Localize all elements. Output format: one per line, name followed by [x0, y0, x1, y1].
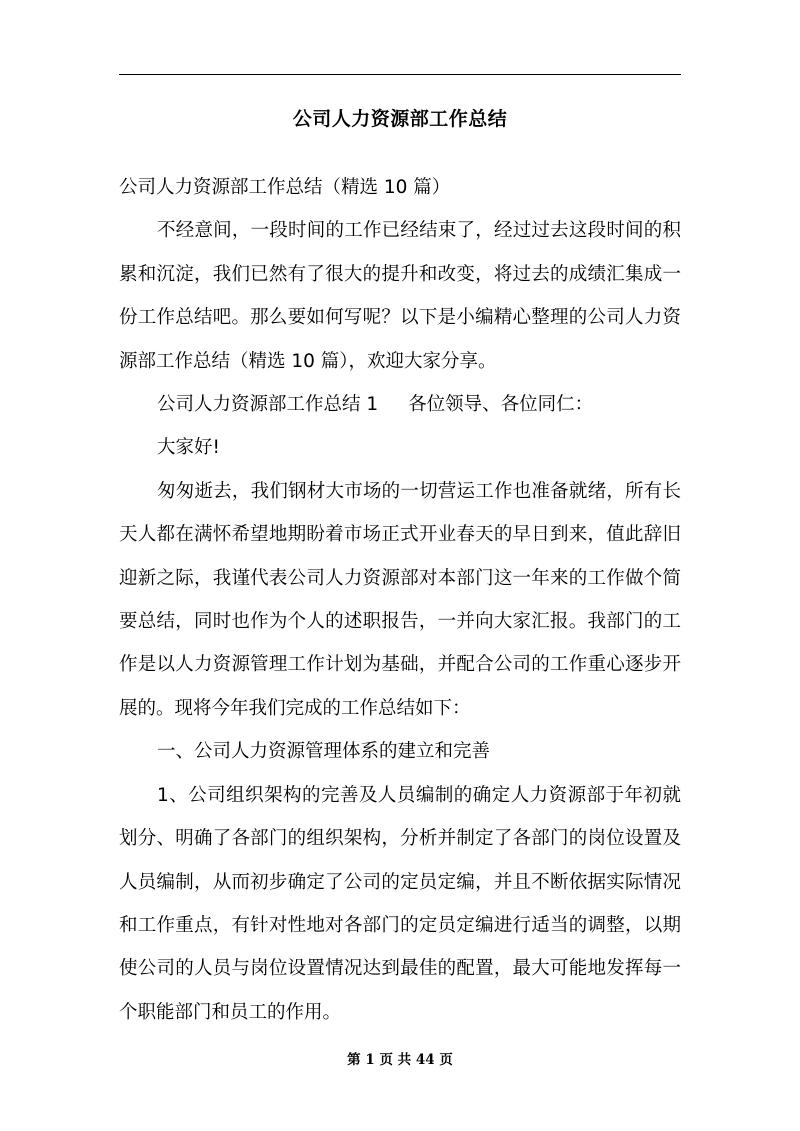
page-indicator: 第 1 页 共 44 页	[347, 1052, 453, 1068]
section-heading-line	[119, 383, 681, 426]
heading-1: 一、公司人力资源管理体系的建立和完善	[157, 741, 491, 763]
document-title: 公司人力资源部工作总结	[292, 108, 508, 130]
document-body	[119, 166, 681, 1034]
document-subtitle: 公司人力资源部工作总结（精选 10 篇）	[119, 177, 451, 198]
header-rule	[119, 74, 681, 75]
greeting: 大家好!	[157, 437, 220, 459]
paragraph-2: 1、公司组织架构的完善及人员编制的确定人力资源部于年初就划分、明确了各部门的组织架构，分析并制定了各部门的岗位设置及人员编制，从而初步确定了公司的定员定编，并且不断依据实际情况和工作重点，有针对性地对各部门的定员定编进行适当的调整，以期使公司的人员与岗位设置情况达到最佳的配置，最大可能地发挥每一个职能部门和员工的作用。	[119, 784, 681, 1023]
salutation: 各位领导、各位同仁：	[408, 394, 594, 416]
section-heading: 公司人力资源部工作总结 1	[157, 394, 379, 416]
paragraph-1: 匆匆逝去，我们钢材大市场的一切营运工作也准备就绪，所有长天人都在满怀希望地期盼着市场正式开业春天的早日到来，值此辞旧迎新之际，我谨代表公司人力资源部对本部门这一年来的工作做个简要总结，同时也作为个人的述职报告，一并向大家汇报。我部门的工作是以人力资源管理工作计划为基础，并配合公司的工作重心逐步开展的。现将今年我们完成的工作总结如下：	[119, 480, 681, 719]
intro-paragraph: 不经意间，一段时间的工作已经结束了，经过过去这段时间的积累和沉淀，我们已然有了很大的提升和改变，将过去的成绩汇集成一份工作总结吧。那么要如何写呢？以下是小编精心整理的公司人力资源部工作总结（精选 10 篇），欢迎大家分享。	[119, 220, 681, 372]
